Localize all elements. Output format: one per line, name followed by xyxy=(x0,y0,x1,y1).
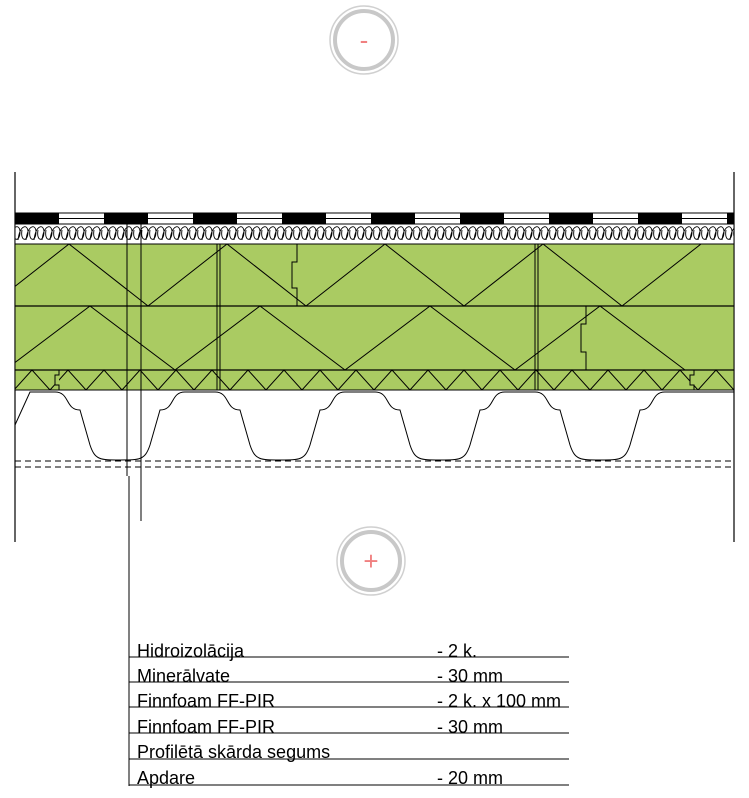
legend-layer-name: Finnfoam FF-PIR xyxy=(137,691,276,711)
insulation-boards xyxy=(0,244,749,390)
layer-legend xyxy=(129,641,569,788)
legend-layer-value: - 30 mm xyxy=(437,717,504,737)
negative-pressure-symbol xyxy=(330,6,398,74)
legend-layer-name: Hidroizolācija xyxy=(137,641,245,661)
legend-row xyxy=(129,641,569,661)
waterproofing-membrane-layer xyxy=(15,213,734,224)
minus-sign: - xyxy=(359,25,369,55)
legend-layer-value: - 20 mm xyxy=(437,768,504,788)
legend-layer-name: Minerālvate xyxy=(137,666,231,686)
legend-layer-name: Apdare xyxy=(137,768,196,788)
profiled-steel-sheet xyxy=(15,392,734,460)
legend-layer-name: Profilētā skārda segums xyxy=(137,742,331,762)
legend-layer-value: - 30 mm xyxy=(437,666,504,686)
legend-row xyxy=(129,717,569,737)
finish-layer xyxy=(15,461,734,467)
positive-pressure-symbol xyxy=(337,527,405,595)
legend-layer-value: - 2 k. x 100 mm xyxy=(437,691,562,711)
mineral-wool-layer xyxy=(10,224,748,244)
legend-row xyxy=(129,666,569,686)
legend-row xyxy=(129,691,569,711)
legend-row xyxy=(129,742,569,762)
plus-sign: + xyxy=(363,546,379,576)
legend-layer-name: Finnfoam FF-PIR xyxy=(137,717,276,737)
legend-layer-value: - 2 k. xyxy=(437,641,478,661)
legend-row xyxy=(129,768,569,788)
